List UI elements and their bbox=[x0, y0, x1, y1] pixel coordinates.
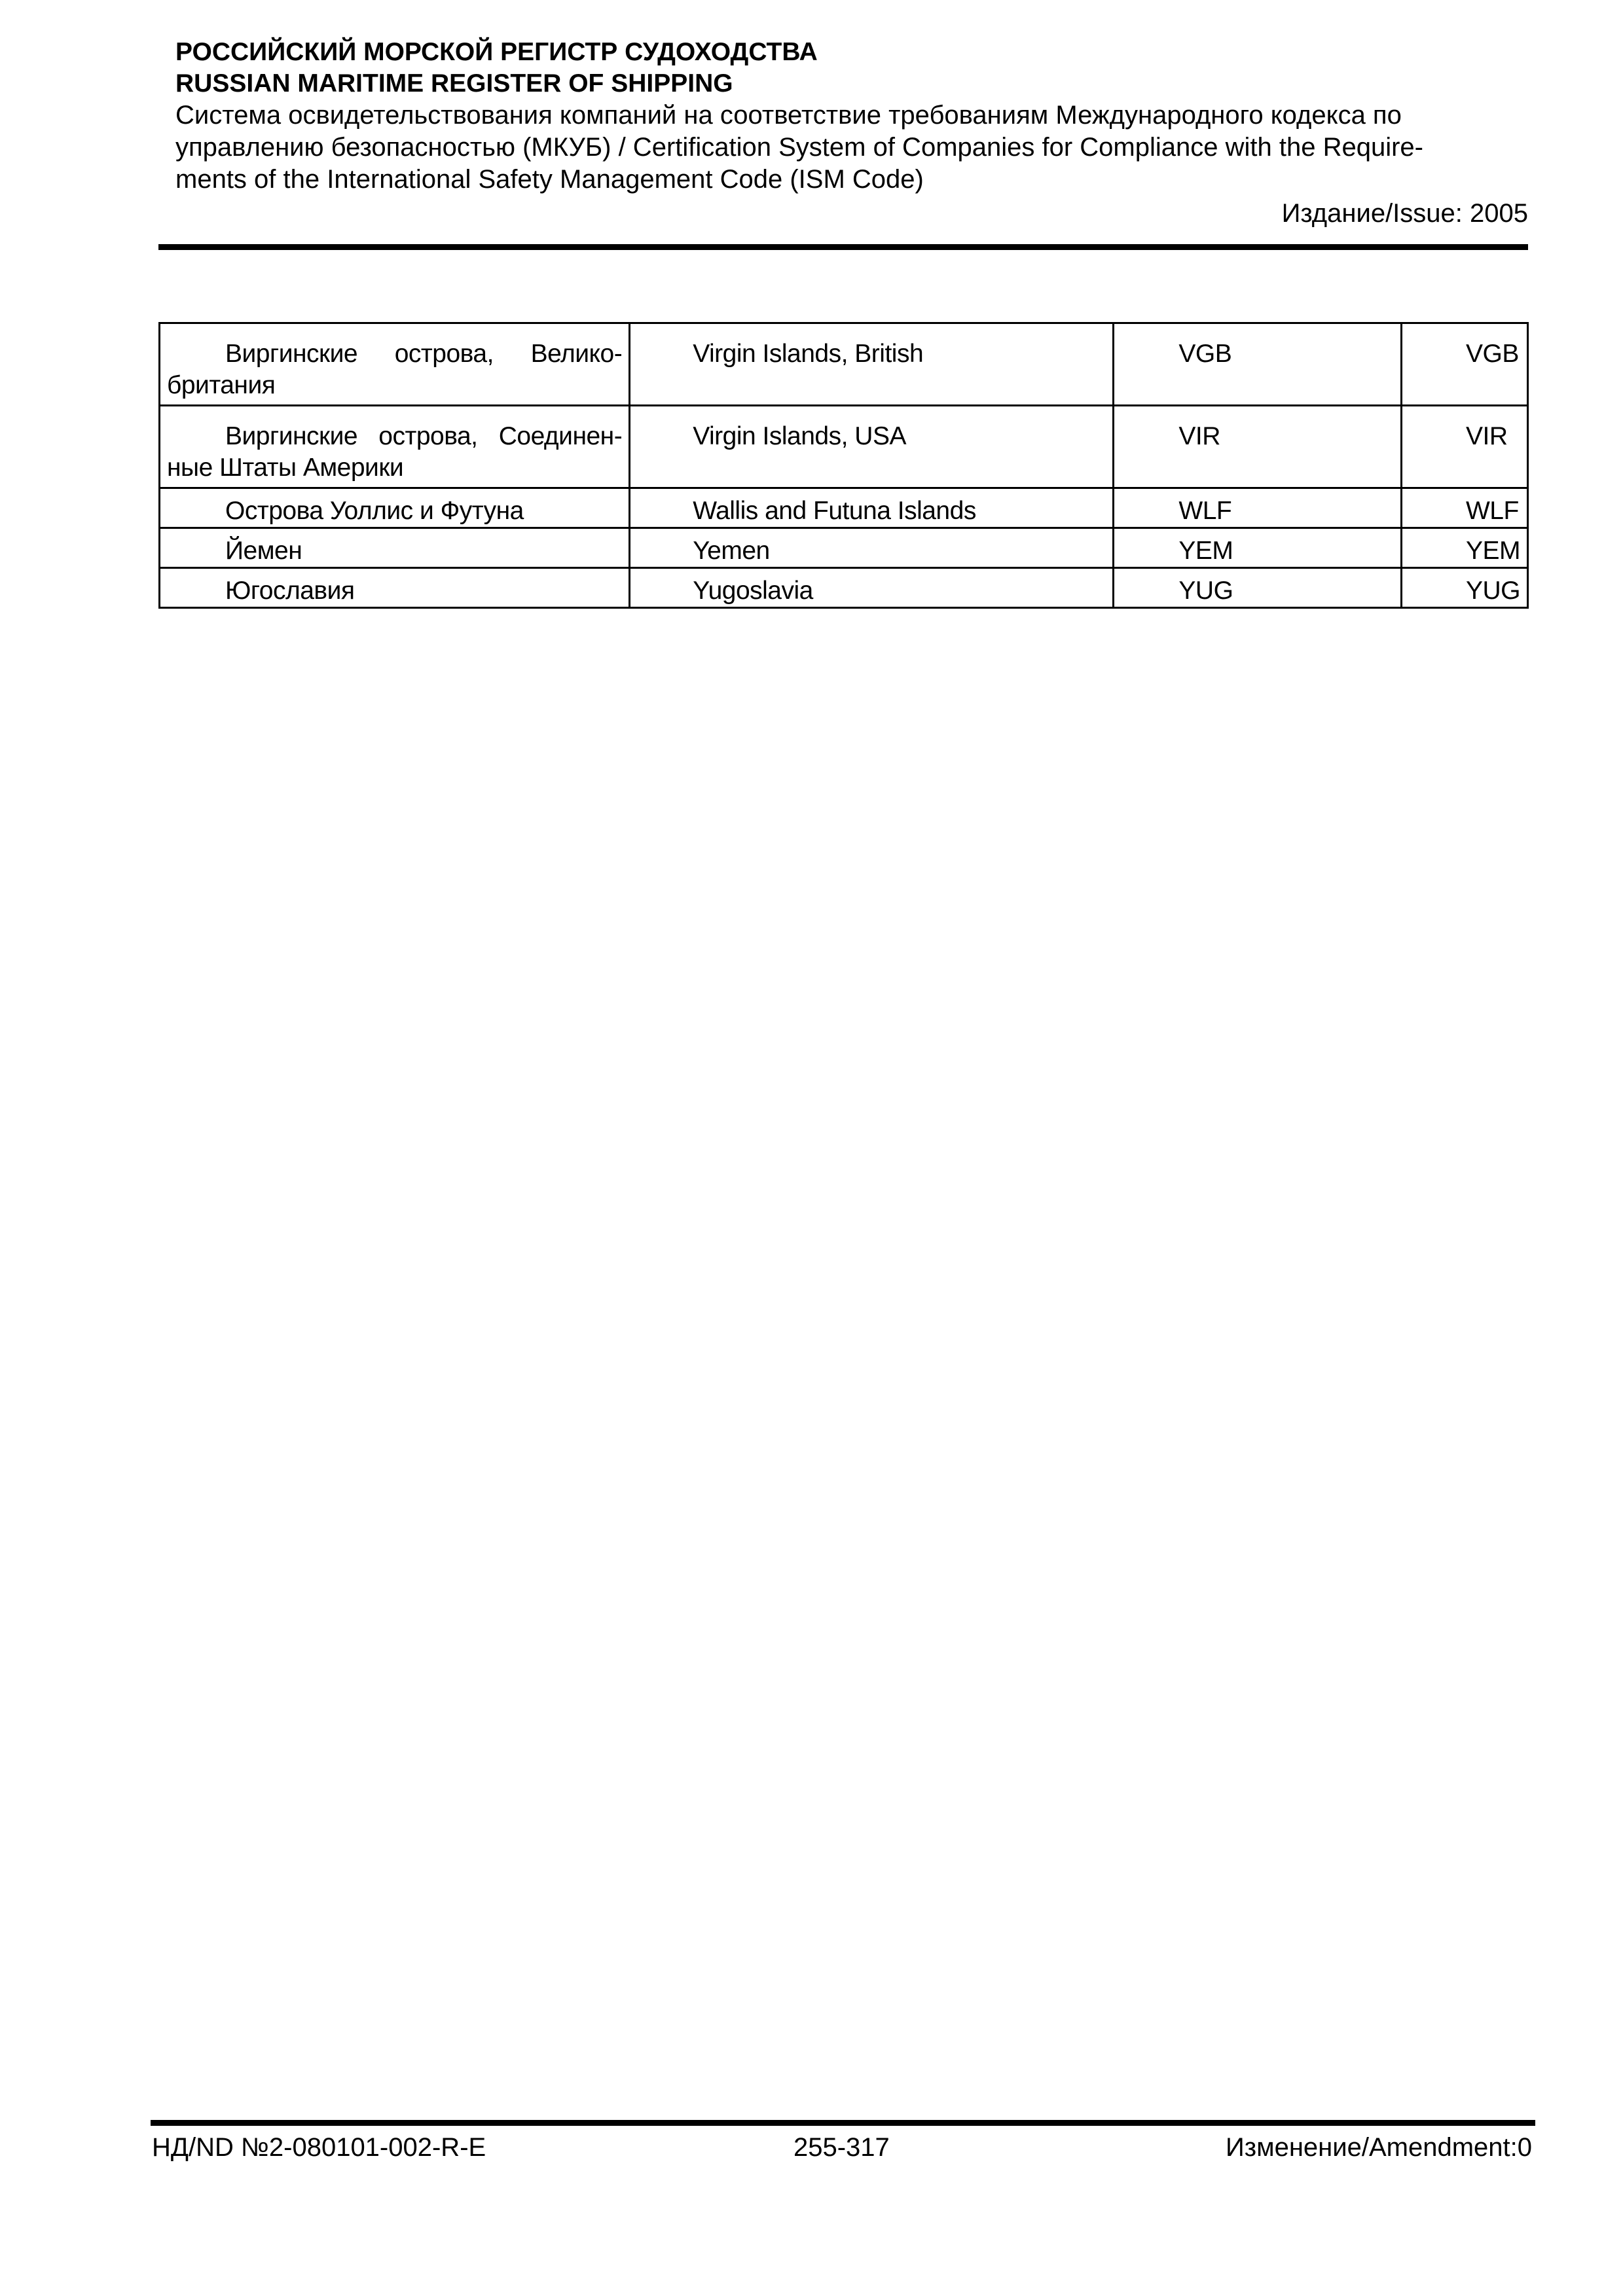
country-name-ru: Югославия bbox=[160, 568, 630, 608]
country-name-ru: Острова Уоллис и Футуна bbox=[160, 488, 630, 528]
country-code: VGB bbox=[1114, 323, 1402, 406]
country-name-ru: Йемен bbox=[160, 528, 630, 568]
system-title-line-2: управлению безопасностью (МКУБ) / Certification System of Companies for Compliance with the Require- bbox=[175, 133, 1423, 162]
country-code: VIR bbox=[1114, 406, 1402, 488]
footer-divider bbox=[151, 2120, 1535, 2126]
amendment-label: Изменение/Amendment:0 bbox=[1226, 2133, 1532, 2162]
country-code-alt: YEM bbox=[1401, 528, 1527, 568]
system-title-line-3: ments of the International Safety Management Code (ISM Code) bbox=[175, 165, 924, 194]
country-codes-table bbox=[158, 322, 1529, 609]
country-code: WLF bbox=[1114, 488, 1402, 528]
country-code-alt: YUG bbox=[1401, 568, 1527, 608]
country-name-en: Yemen bbox=[630, 528, 1114, 568]
country-name-en: Virgin Islands, British bbox=[630, 323, 1114, 406]
system-title-line-1: Система освидетельствования компаний на соответствие требованиям Международного кодекса по bbox=[175, 101, 1402, 130]
country-name-en: Virgin Islands, USA bbox=[630, 406, 1114, 488]
country-code-alt: VIR bbox=[1401, 406, 1527, 488]
table-row bbox=[160, 568, 1528, 608]
page-number: 255-317 bbox=[793, 2133, 890, 2162]
header-divider bbox=[158, 244, 1528, 250]
table-row bbox=[160, 528, 1528, 568]
country-code-alt: WLF bbox=[1401, 488, 1527, 528]
document-header bbox=[175, 37, 1528, 230]
country-name-ru: Виргинские острова, Соединен-ные Штаты Америки bbox=[160, 406, 630, 488]
country-code-alt: VGB bbox=[1401, 323, 1527, 406]
country-name-en: Yugoslavia bbox=[630, 568, 1114, 608]
issue-label: Издание/Issue: 2005 bbox=[1281, 199, 1528, 228]
table-row bbox=[160, 406, 1528, 488]
country-code: YUG bbox=[1114, 568, 1402, 608]
country-name-en: Wallis and Futuna Islands bbox=[630, 488, 1114, 528]
table-row bbox=[160, 488, 1528, 528]
organization-name-en: RUSSIAN MARITIME REGISTER OF SHIPPING bbox=[175, 69, 733, 98]
document-number: НД/ND №2-080101-002-R-E bbox=[152, 2133, 486, 2162]
organization-name-ru: РОССИЙСКИЙ МОРСКОЙ РЕГИСТР СУДОХОДСТВА bbox=[175, 38, 818, 66]
country-name-ru: Виргинские острова, Велико-британия bbox=[160, 323, 630, 406]
table-row bbox=[160, 323, 1528, 406]
country-code: YEM bbox=[1114, 528, 1402, 568]
